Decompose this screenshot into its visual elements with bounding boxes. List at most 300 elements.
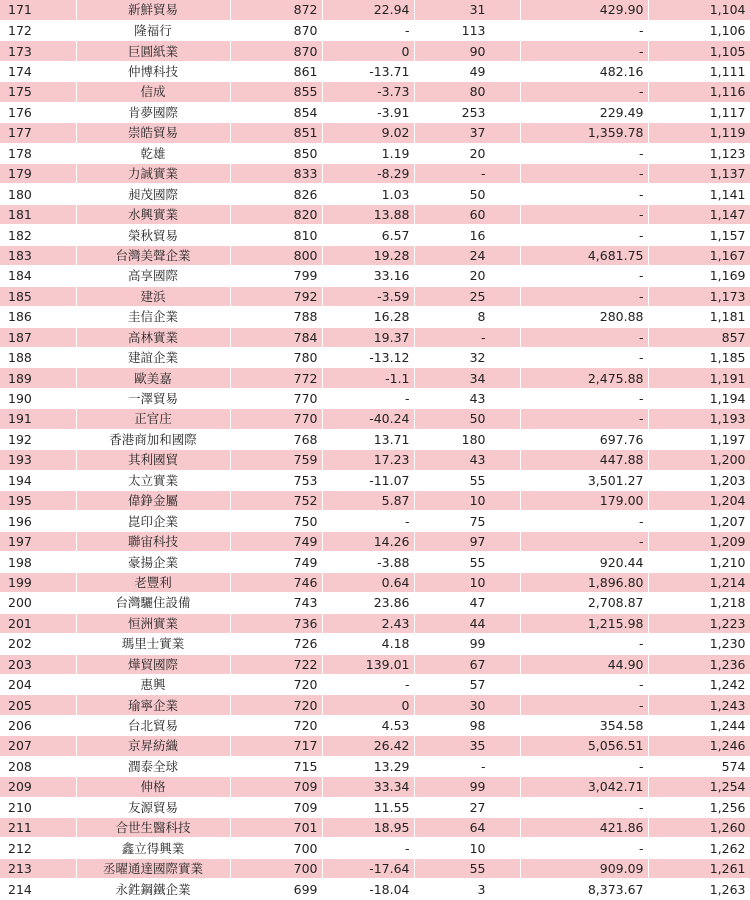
table-row	[0, 164, 750, 184]
growth-cell: 9.02	[322, 123, 414, 143]
revenue-cell: 753	[230, 470, 322, 490]
table-row	[0, 204, 750, 224]
rank-cell: 205	[0, 695, 76, 715]
prior-rank-cell: 1,210	[648, 552, 750, 572]
company-name-cell: 瑜寧企業	[76, 695, 230, 715]
employees-cell: 34	[414, 368, 520, 388]
employees-cell: 99	[414, 777, 520, 797]
rank-cell: 200	[0, 593, 76, 613]
revenue-cell: 715	[230, 756, 322, 776]
prior-rank-cell: 1,203	[648, 470, 750, 490]
company-name-cell: 鑫立得興業	[76, 838, 230, 858]
revenue-cell: 700	[230, 858, 322, 878]
company-name-cell: 崑印企業	[76, 511, 230, 531]
value-cell: -	[520, 388, 648, 408]
employees-cell: 10	[414, 491, 520, 511]
employees-cell: 47	[414, 593, 520, 613]
table-row	[0, 41, 750, 61]
employees-cell: 253	[414, 102, 520, 122]
growth-cell: 0.64	[322, 572, 414, 592]
revenue-cell: 749	[230, 552, 322, 572]
revenue-cell: 788	[230, 307, 322, 327]
revenue-cell: 720	[230, 674, 322, 694]
employees-cell: 98	[414, 715, 520, 735]
revenue-cell: 792	[230, 286, 322, 306]
prior-rank-cell: 1,157	[648, 225, 750, 245]
table-row	[0, 511, 750, 531]
employees-cell: 55	[414, 552, 520, 572]
prior-rank-cell: 1,209	[648, 531, 750, 551]
revenue-cell: 850	[230, 143, 322, 163]
table-row	[0, 552, 750, 572]
growth-cell: 18.95	[322, 818, 414, 838]
table-row	[0, 634, 750, 654]
revenue-cell: 800	[230, 245, 322, 265]
rank-cell: 204	[0, 674, 76, 694]
table-row	[0, 858, 750, 878]
growth-cell: -13.12	[322, 347, 414, 367]
revenue-cell: 772	[230, 368, 322, 388]
company-name-cell: 崇皓貿易	[76, 123, 230, 143]
prior-rank-cell: 1,185	[648, 347, 750, 367]
employees-cell: 37	[414, 123, 520, 143]
growth-cell: 2.43	[322, 613, 414, 633]
table-row	[0, 470, 750, 490]
value-cell: 3,042.71	[520, 777, 648, 797]
company-name-cell: 水興實業	[76, 204, 230, 224]
prior-rank-cell: 1,111	[648, 61, 750, 81]
value-cell: -	[520, 347, 648, 367]
employees-cell: 90	[414, 41, 520, 61]
revenue-cell: 770	[230, 388, 322, 408]
value-cell: -	[520, 511, 648, 531]
rank-cell: 195	[0, 491, 76, 511]
rank-cell: 209	[0, 777, 76, 797]
table-row	[0, 797, 750, 817]
rank-cell: 190	[0, 388, 76, 408]
growth-cell: -18.04	[322, 879, 414, 899]
growth-cell: -40.24	[322, 409, 414, 429]
rank-cell: 179	[0, 164, 76, 184]
employees-cell: 55	[414, 858, 520, 878]
table-row	[0, 531, 750, 551]
revenue-cell: 820	[230, 204, 322, 224]
rank-cell: 206	[0, 715, 76, 735]
company-name-cell: 惠興	[76, 674, 230, 694]
employees-cell: -	[414, 164, 520, 184]
growth-cell: 16.28	[322, 307, 414, 327]
employees-cell: 180	[414, 429, 520, 449]
prior-rank-cell: 1,243	[648, 695, 750, 715]
employees-cell: 49	[414, 61, 520, 81]
table-row	[0, 491, 750, 511]
prior-rank-cell: 1,193	[648, 409, 750, 429]
table-row	[0, 0, 750, 20]
company-name-cell: 台灣驪住設備	[76, 593, 230, 613]
prior-rank-cell: 1,218	[648, 593, 750, 613]
value-cell: -	[520, 204, 648, 224]
growth-cell: -	[322, 388, 414, 408]
revenue-cell: 749	[230, 531, 322, 551]
table-row	[0, 123, 750, 143]
growth-cell: 11.55	[322, 797, 414, 817]
table-row	[0, 245, 750, 265]
growth-cell: 1.03	[322, 184, 414, 204]
employees-cell: 50	[414, 184, 520, 204]
growth-cell: -3.88	[322, 552, 414, 572]
table-row	[0, 20, 750, 40]
growth-cell: 13.88	[322, 204, 414, 224]
value-cell: -	[520, 143, 648, 163]
revenue-cell: 872	[230, 0, 322, 20]
growth-cell: 33.16	[322, 266, 414, 286]
employees-cell: 25	[414, 286, 520, 306]
rank-cell: 196	[0, 511, 76, 531]
growth-cell: 4.53	[322, 715, 414, 735]
value-cell: 1,896.80	[520, 572, 648, 592]
prior-rank-cell: 1,117	[648, 102, 750, 122]
employees-cell: 31	[414, 0, 520, 20]
revenue-cell: 870	[230, 20, 322, 40]
table-row	[0, 184, 750, 204]
table-row	[0, 409, 750, 429]
table-row	[0, 429, 750, 449]
rank-cell: 197	[0, 531, 76, 551]
value-cell: -	[520, 674, 648, 694]
value-cell: 447.88	[520, 450, 648, 470]
growth-cell: 4.18	[322, 634, 414, 654]
table-row	[0, 736, 750, 756]
table-row	[0, 593, 750, 613]
rank-cell: 208	[0, 756, 76, 776]
table-row	[0, 818, 750, 838]
revenue-cell: 743	[230, 593, 322, 613]
employees-cell: 24	[414, 245, 520, 265]
value-cell: 280.88	[520, 307, 648, 327]
rank-cell: 180	[0, 184, 76, 204]
table-row	[0, 450, 750, 470]
revenue-cell: 810	[230, 225, 322, 245]
company-name-cell: 肯夢國際	[76, 102, 230, 122]
prior-rank-cell: 1,104	[648, 0, 750, 20]
company-name-cell: 高享國際	[76, 266, 230, 286]
employees-cell: 30	[414, 695, 520, 715]
prior-rank-cell: 1,207	[648, 511, 750, 531]
revenue-cell: 784	[230, 327, 322, 347]
rank-cell: 186	[0, 307, 76, 327]
revenue-cell: 752	[230, 491, 322, 511]
rank-cell: 207	[0, 736, 76, 756]
rank-cell: 189	[0, 368, 76, 388]
rank-cell: 194	[0, 470, 76, 490]
table-row	[0, 225, 750, 245]
value-cell: -	[520, 41, 648, 61]
growth-cell: -3.91	[322, 102, 414, 122]
company-name-cell: 高林實業	[76, 327, 230, 347]
growth-cell: 19.37	[322, 327, 414, 347]
value-cell: 421.86	[520, 818, 648, 838]
company-name-cell: 建浜	[76, 286, 230, 306]
value-cell: -	[520, 409, 648, 429]
rank-cell: 193	[0, 450, 76, 470]
rank-cell: 181	[0, 204, 76, 224]
value-cell: 920.44	[520, 552, 648, 572]
rank-cell: 173	[0, 41, 76, 61]
revenue-cell: 855	[230, 82, 322, 102]
company-name-cell: 台灣美聲企業	[76, 245, 230, 265]
table-row	[0, 61, 750, 81]
growth-cell: 13.29	[322, 756, 414, 776]
revenue-cell: 799	[230, 266, 322, 286]
prior-rank-cell: 1,105	[648, 41, 750, 61]
prior-rank-cell: 1,262	[648, 838, 750, 858]
revenue-cell: 700	[230, 838, 322, 858]
rank-cell: 203	[0, 654, 76, 674]
company-name-cell: 老豐利	[76, 572, 230, 592]
rank-cell: 213	[0, 858, 76, 878]
rank-cell: 177	[0, 123, 76, 143]
rank-cell: 175	[0, 82, 76, 102]
value-cell: -	[520, 164, 648, 184]
value-cell: 8,373.67	[520, 879, 648, 899]
table-row	[0, 674, 750, 694]
prior-rank-cell: 1,119	[648, 123, 750, 143]
table-row	[0, 143, 750, 163]
prior-rank-cell: 1,147	[648, 204, 750, 224]
table-row	[0, 879, 750, 899]
employees-cell: 60	[414, 204, 520, 224]
growth-cell: -	[322, 511, 414, 531]
company-name-cell: 豪揚企業	[76, 552, 230, 572]
revenue-cell: 770	[230, 409, 322, 429]
growth-cell: -3.73	[322, 82, 414, 102]
revenue-cell: 780	[230, 347, 322, 367]
table-row	[0, 307, 750, 327]
employees-cell: 20	[414, 266, 520, 286]
value-cell: -	[520, 20, 648, 40]
revenue-cell: 746	[230, 572, 322, 592]
prior-rank-cell: 1,230	[648, 634, 750, 654]
rank-cell: 192	[0, 429, 76, 449]
prior-rank-cell: 1,123	[648, 143, 750, 163]
value-cell: 5,056.51	[520, 736, 648, 756]
rank-cell: 178	[0, 143, 76, 163]
rank-cell: 187	[0, 327, 76, 347]
company-name-cell: 隆福行	[76, 20, 230, 40]
prior-rank-cell: 1,141	[648, 184, 750, 204]
rank-cell: 201	[0, 613, 76, 633]
employees-cell: 55	[414, 470, 520, 490]
growth-cell: -8.29	[322, 164, 414, 184]
revenue-cell: 833	[230, 164, 322, 184]
revenue-cell: 750	[230, 511, 322, 531]
value-cell: -	[520, 82, 648, 102]
prior-rank-cell: 857	[648, 327, 750, 347]
value-cell: 1,359.78	[520, 123, 648, 143]
table-row	[0, 756, 750, 776]
value-cell: -	[520, 286, 648, 306]
company-name-cell: 京昇紡織	[76, 736, 230, 756]
prior-rank-cell: 1,236	[648, 654, 750, 674]
rank-cell: 174	[0, 61, 76, 81]
value-cell: 354.58	[520, 715, 648, 735]
company-name-cell: 太立實業	[76, 470, 230, 490]
company-name-cell: 燁貿國際	[76, 654, 230, 674]
employees-cell: 8	[414, 307, 520, 327]
growth-cell: 0	[322, 41, 414, 61]
prior-rank-cell: 1,106	[648, 20, 750, 40]
employees-cell: 50	[414, 409, 520, 429]
rank-cell: 184	[0, 266, 76, 286]
value-cell: -	[520, 756, 648, 776]
growth-cell: 0	[322, 695, 414, 715]
growth-cell: 19.28	[322, 245, 414, 265]
prior-rank-cell: 1,169	[648, 266, 750, 286]
value-cell: 44.90	[520, 654, 648, 674]
value-cell: 482.16	[520, 61, 648, 81]
growth-cell: 13.71	[322, 429, 414, 449]
growth-cell: 1.19	[322, 143, 414, 163]
revenue-cell: 720	[230, 715, 322, 735]
rank-cell: 202	[0, 634, 76, 654]
company-name-cell: 潤泰全球	[76, 756, 230, 776]
rank-cell: 191	[0, 409, 76, 429]
prior-rank-cell: 1,256	[648, 797, 750, 817]
employees-cell: 16	[414, 225, 520, 245]
value-cell: -	[520, 838, 648, 858]
employees-cell: 10	[414, 572, 520, 592]
revenue-cell: 851	[230, 123, 322, 143]
value-cell: 4,681.75	[520, 245, 648, 265]
rank-cell: 171	[0, 0, 76, 20]
company-name-cell: 一澤貿易	[76, 388, 230, 408]
prior-rank-cell: 1,116	[648, 82, 750, 102]
value-cell: 909.09	[520, 858, 648, 878]
company-name-cell: 友源貿易	[76, 797, 230, 817]
revenue-cell: 699	[230, 879, 322, 899]
company-name-cell: 昶茂國際	[76, 184, 230, 204]
prior-rank-cell: 1,181	[648, 307, 750, 327]
revenue-cell: 861	[230, 61, 322, 81]
growth-cell: 22.94	[322, 0, 414, 20]
prior-rank-cell: 1,137	[648, 164, 750, 184]
prior-rank-cell: 1,223	[648, 613, 750, 633]
employees-cell: -	[414, 327, 520, 347]
company-name-cell: 恒洲實業	[76, 613, 230, 633]
company-name-cell: 伸格	[76, 777, 230, 797]
growth-cell: -1.1	[322, 368, 414, 388]
table-row	[0, 715, 750, 735]
company-name-cell: 正官庄	[76, 409, 230, 429]
table-row	[0, 286, 750, 306]
value-cell: 1,215.98	[520, 613, 648, 633]
revenue-cell: 759	[230, 450, 322, 470]
table-row	[0, 327, 750, 347]
revenue-cell: 870	[230, 41, 322, 61]
growth-cell: 139.01	[322, 654, 414, 674]
table-row	[0, 613, 750, 633]
growth-cell: 14.26	[322, 531, 414, 551]
employees-cell: -	[414, 756, 520, 776]
rank-cell: 214	[0, 879, 76, 899]
table-row	[0, 572, 750, 592]
employees-cell: 43	[414, 450, 520, 470]
company-name-cell: 合世生醫科技	[76, 818, 230, 838]
value-cell: -	[520, 184, 648, 204]
revenue-cell: 722	[230, 654, 322, 674]
employees-cell: 57	[414, 674, 520, 694]
company-name-cell: 建誼企業	[76, 347, 230, 367]
company-name-cell: 偉錚金屬	[76, 491, 230, 511]
prior-rank-cell: 1,214	[648, 572, 750, 592]
employees-cell: 67	[414, 654, 520, 674]
company-name-cell: 香港商加和國際	[76, 429, 230, 449]
employees-cell: 97	[414, 531, 520, 551]
growth-cell: -3.59	[322, 286, 414, 306]
growth-cell: 6.57	[322, 225, 414, 245]
rank-cell: 212	[0, 838, 76, 858]
growth-cell: -	[322, 838, 414, 858]
value-cell: -	[520, 266, 648, 286]
value-cell: 3,501.27	[520, 470, 648, 490]
prior-rank-cell: 1,244	[648, 715, 750, 735]
table-row	[0, 82, 750, 102]
employees-cell: 75	[414, 511, 520, 531]
growth-cell: 17.23	[322, 450, 414, 470]
growth-cell: -13.71	[322, 61, 414, 81]
table-row	[0, 388, 750, 408]
company-name-cell: 力誠實業	[76, 164, 230, 184]
company-name-cell: 聯宙科技	[76, 531, 230, 551]
table-row	[0, 695, 750, 715]
company-name-cell: 仲博科技	[76, 61, 230, 81]
value-cell: 2,708.87	[520, 593, 648, 613]
revenue-cell: 826	[230, 184, 322, 204]
employees-cell: 20	[414, 143, 520, 163]
company-name-cell: 歐美嘉	[76, 368, 230, 388]
prior-rank-cell: 1,191	[648, 368, 750, 388]
company-name-cell: 其利國貿	[76, 450, 230, 470]
table-row	[0, 654, 750, 674]
revenue-cell: 701	[230, 818, 322, 838]
value-cell: -	[520, 634, 648, 654]
rank-cell: 210	[0, 797, 76, 817]
value-cell: 229.49	[520, 102, 648, 122]
growth-cell: 26.42	[322, 736, 414, 756]
prior-rank-cell: 1,260	[648, 818, 750, 838]
company-name-cell: 瑪里士實業	[76, 634, 230, 654]
growth-cell: -	[322, 674, 414, 694]
employees-cell: 80	[414, 82, 520, 102]
rank-cell: 183	[0, 245, 76, 265]
rank-cell: 211	[0, 818, 76, 838]
employees-cell: 113	[414, 20, 520, 40]
employees-cell: 43	[414, 388, 520, 408]
prior-rank-cell: 1,261	[648, 858, 750, 878]
revenue-cell: 709	[230, 797, 322, 817]
company-name-cell: 圭信企業	[76, 307, 230, 327]
rank-cell: 176	[0, 102, 76, 122]
rank-cell: 198	[0, 552, 76, 572]
prior-rank-cell: 1,167	[648, 245, 750, 265]
value-cell: -	[520, 327, 648, 347]
company-name-cell: 榮秋貿易	[76, 225, 230, 245]
prior-rank-cell: 1,242	[648, 674, 750, 694]
value-cell: 2,475.88	[520, 368, 648, 388]
revenue-cell: 854	[230, 102, 322, 122]
value-cell: 429.90	[520, 0, 648, 20]
table-row	[0, 368, 750, 388]
